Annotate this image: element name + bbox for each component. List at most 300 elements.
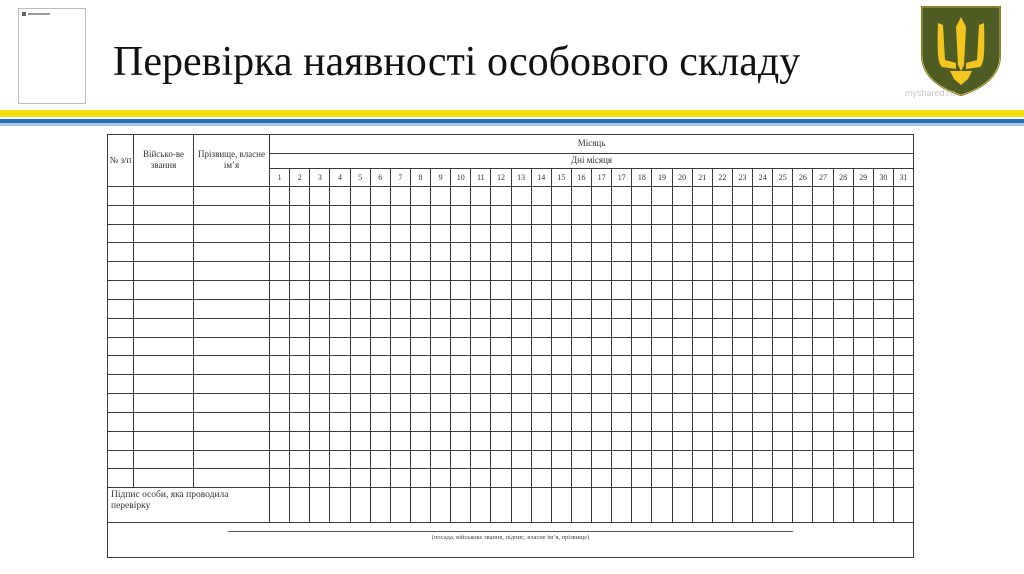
table-cell <box>793 224 813 243</box>
table-cell <box>551 375 571 394</box>
table-cell <box>813 394 833 413</box>
table-cell <box>270 431 290 450</box>
table-cell <box>571 469 591 488</box>
table-cell <box>491 262 511 281</box>
table-cell <box>290 375 310 394</box>
header-rank: Військо-ве звання <box>134 135 194 187</box>
table-cell <box>632 450 652 469</box>
table-cell <box>773 299 793 318</box>
table-cell <box>390 375 410 394</box>
table-cell <box>672 299 692 318</box>
header-number: № з/п <box>108 135 134 187</box>
table-cell <box>833 281 853 300</box>
table-cell <box>571 243 591 262</box>
table-cell <box>873 262 893 281</box>
table-cell <box>893 412 913 431</box>
table-cell <box>833 431 853 450</box>
table-cell <box>390 450 410 469</box>
light-blue-stripe <box>0 123 1024 126</box>
table-cell <box>833 299 853 318</box>
table-cell <box>511 262 531 281</box>
table-row <box>108 281 914 300</box>
table-cell <box>134 186 194 205</box>
table-cell <box>672 375 692 394</box>
table-cell <box>491 318 511 337</box>
table-cell <box>471 450 491 469</box>
table-cell <box>873 469 893 488</box>
table-cell <box>753 431 773 450</box>
table-cell <box>370 186 390 205</box>
table-cell <box>531 431 551 450</box>
table-cell <box>431 299 451 318</box>
table-cell <box>793 394 813 413</box>
table-cell <box>712 412 732 431</box>
header-days-label: Дні місяця <box>270 153 914 169</box>
table-cell <box>793 205 813 224</box>
table-cell <box>833 262 853 281</box>
signature-caption: (посада, військове звання, підпис, власне ім’я, прізвище) <box>431 533 590 541</box>
table-cell <box>592 412 612 431</box>
table-cell <box>270 318 290 337</box>
table-cell <box>451 375 471 394</box>
table-cell <box>692 186 712 205</box>
table-cell <box>491 186 511 205</box>
table-cell <box>270 337 290 356</box>
table-cell <box>652 318 672 337</box>
table-cell <box>692 394 712 413</box>
table-cell <box>592 205 612 224</box>
table-cell <box>134 243 194 262</box>
table-cell <box>893 337 913 356</box>
table-cell <box>330 281 350 300</box>
table-cell <box>491 412 511 431</box>
table-cell <box>194 299 270 318</box>
table-cell <box>793 412 813 431</box>
table-cell <box>592 243 612 262</box>
table-cell <box>194 469 270 488</box>
day-number-11: 11 <box>471 169 491 187</box>
table-cell <box>431 356 451 375</box>
table-cell <box>813 412 833 431</box>
table-cell <box>370 394 390 413</box>
table-cell <box>370 450 390 469</box>
table-cell <box>310 375 330 394</box>
table-cell <box>632 431 652 450</box>
table-cell <box>793 318 813 337</box>
table-cell <box>390 186 410 205</box>
table-cell <box>310 186 330 205</box>
table-cell <box>732 318 752 337</box>
table-cell <box>330 394 350 413</box>
table-cell <box>390 431 410 450</box>
table-cell <box>551 431 571 450</box>
signature-cell <box>612 488 632 522</box>
table-cell <box>370 262 390 281</box>
table-cell <box>390 299 410 318</box>
table-cell <box>390 281 410 300</box>
table-cell <box>290 186 310 205</box>
signature-cell <box>793 488 813 522</box>
signature-cell <box>732 488 752 522</box>
table-cell <box>511 224 531 243</box>
table-cell <box>873 243 893 262</box>
table-cell <box>531 318 551 337</box>
table-cell <box>873 337 893 356</box>
table-cell <box>652 337 672 356</box>
table-cell <box>531 186 551 205</box>
table-cell <box>410 337 430 356</box>
table-cell <box>491 394 511 413</box>
table-cell <box>471 262 491 281</box>
table-cell <box>471 394 491 413</box>
table-cell <box>194 431 270 450</box>
signature-cell <box>330 488 350 522</box>
table-cell <box>551 205 571 224</box>
table-cell <box>773 450 793 469</box>
signature-cell <box>571 488 591 522</box>
table-cell <box>753 243 773 262</box>
day-number-1: 1 <box>270 169 290 187</box>
table-cell <box>893 375 913 394</box>
table-cell <box>632 224 652 243</box>
signature-cell <box>310 488 330 522</box>
table-cell <box>350 356 370 375</box>
table-cell <box>612 394 632 413</box>
table-cell <box>712 394 732 413</box>
table-cell <box>108 394 134 413</box>
signature-cell <box>773 488 793 522</box>
signature-cell <box>813 488 833 522</box>
table-cell <box>194 412 270 431</box>
table-cell <box>712 224 732 243</box>
table-cell <box>773 224 793 243</box>
table-cell <box>732 243 752 262</box>
table-cell <box>410 412 430 431</box>
table-cell <box>350 281 370 300</box>
table-cell <box>531 243 551 262</box>
table-cell <box>632 469 652 488</box>
table-cell <box>753 262 773 281</box>
table-cell <box>893 394 913 413</box>
table-cell <box>370 431 390 450</box>
signature-cell <box>853 488 873 522</box>
table-cell <box>652 262 672 281</box>
table-cell <box>833 412 853 431</box>
table-cell <box>612 186 632 205</box>
table-cell <box>431 375 451 394</box>
table-cell <box>410 375 430 394</box>
table-cell <box>873 299 893 318</box>
table-cell <box>571 299 591 318</box>
table-cell <box>873 412 893 431</box>
table-cell <box>310 224 330 243</box>
table-cell <box>551 394 571 413</box>
table-cell <box>370 243 390 262</box>
table-cell <box>672 394 692 413</box>
table-cell <box>330 356 350 375</box>
table-cell <box>410 450 430 469</box>
table-cell <box>773 431 793 450</box>
table-cell <box>571 186 591 205</box>
table-cell <box>853 431 873 450</box>
table-cell <box>853 356 873 375</box>
table-cell <box>873 224 893 243</box>
table-cell <box>431 450 451 469</box>
table-cell <box>108 243 134 262</box>
trident-emblem-icon <box>920 5 1002 97</box>
table-cell <box>330 318 350 337</box>
table-cell <box>712 375 732 394</box>
table-cell <box>813 375 833 394</box>
table-cell <box>431 205 451 224</box>
table-cell <box>813 243 833 262</box>
table-cell <box>551 469 571 488</box>
table-cell <box>310 450 330 469</box>
day-number-21: 20 <box>672 169 692 187</box>
table-cell <box>571 224 591 243</box>
table-cell <box>108 469 134 488</box>
table-cell <box>732 186 752 205</box>
table-cell <box>672 450 692 469</box>
table-cell <box>632 337 652 356</box>
table-cell <box>813 205 833 224</box>
table-cell <box>672 356 692 375</box>
table-cell <box>712 450 732 469</box>
table-cell <box>632 205 652 224</box>
table-cell <box>793 375 813 394</box>
table-cell <box>451 450 471 469</box>
table-cell <box>310 262 330 281</box>
table-cell <box>732 299 752 318</box>
day-number-9: 9 <box>431 169 451 187</box>
table-cell <box>330 262 350 281</box>
table-cell <box>390 318 410 337</box>
table-cell <box>571 318 591 337</box>
table-cell <box>330 224 350 243</box>
table-cell <box>270 375 290 394</box>
table-cell <box>571 394 591 413</box>
signature-cell <box>451 488 471 522</box>
table-row <box>108 186 914 205</box>
table-cell <box>632 281 652 300</box>
table-cell <box>712 356 732 375</box>
table-cell <box>571 205 591 224</box>
table-cell <box>134 450 194 469</box>
table-cell <box>451 412 471 431</box>
table-cell <box>451 243 471 262</box>
table-cell <box>551 450 571 469</box>
table-cell <box>672 469 692 488</box>
table-cell <box>551 243 571 262</box>
table-cell <box>491 224 511 243</box>
signature-cell <box>592 488 612 522</box>
table-cell <box>194 243 270 262</box>
table-cell <box>571 412 591 431</box>
table-cell <box>853 205 873 224</box>
table-cell <box>893 318 913 337</box>
table-cell <box>632 299 652 318</box>
table-cell <box>833 394 853 413</box>
day-number-3: 3 <box>310 169 330 187</box>
table-cell <box>672 412 692 431</box>
table-cell <box>511 243 531 262</box>
table-cell <box>753 318 773 337</box>
table-cell <box>652 299 672 318</box>
table-cell <box>853 243 873 262</box>
table-cell <box>652 375 672 394</box>
table-cell <box>873 356 893 375</box>
table-cell <box>350 205 370 224</box>
table-cell <box>471 356 491 375</box>
table-cell <box>471 299 491 318</box>
table-cell <box>194 356 270 375</box>
table-cell <box>853 224 873 243</box>
table-cell <box>330 469 350 488</box>
table-cell <box>531 394 551 413</box>
table-cell <box>873 431 893 450</box>
table-cell <box>290 337 310 356</box>
table-cell <box>194 375 270 394</box>
table-cell <box>592 224 612 243</box>
table-cell <box>551 412 571 431</box>
table-cell <box>451 224 471 243</box>
day-number-24: 23 <box>732 169 752 187</box>
table-cell <box>431 337 451 356</box>
table-cell <box>410 318 430 337</box>
table-cell <box>134 224 194 243</box>
table-cell <box>612 337 632 356</box>
table-cell <box>773 243 793 262</box>
table-cell <box>511 375 531 394</box>
table-cell <box>350 469 370 488</box>
table-cell <box>108 318 134 337</box>
table-cell <box>592 337 612 356</box>
table-cell <box>330 450 350 469</box>
table-cell <box>390 224 410 243</box>
table-cell <box>350 412 370 431</box>
table-cell <box>370 375 390 394</box>
table-cell <box>350 318 370 337</box>
table-cell <box>773 356 793 375</box>
table-cell <box>410 186 430 205</box>
table-cell <box>491 205 511 224</box>
table-cell <box>390 262 410 281</box>
table-cell <box>310 281 330 300</box>
table-row <box>108 412 914 431</box>
table-cell <box>410 356 430 375</box>
table-cell <box>692 243 712 262</box>
table-cell <box>652 281 672 300</box>
day-number-6: 6 <box>370 169 390 187</box>
table-cell <box>290 262 310 281</box>
table-cell <box>793 186 813 205</box>
table-cell <box>893 356 913 375</box>
table-cell <box>732 375 752 394</box>
table-cell <box>632 356 652 375</box>
table-cell <box>632 375 652 394</box>
table-cell <box>592 356 612 375</box>
signature-cell <box>511 488 531 522</box>
table-cell <box>531 469 551 488</box>
table-cell <box>873 318 893 337</box>
table-cell <box>531 337 551 356</box>
header-month: Місяць <box>270 135 914 154</box>
table-cell <box>893 281 913 300</box>
table-cell <box>134 318 194 337</box>
table-cell <box>290 318 310 337</box>
table-cell <box>270 412 290 431</box>
table-cell <box>108 337 134 356</box>
table-cell <box>491 243 511 262</box>
table-cell <box>330 431 350 450</box>
table-cell <box>632 243 652 262</box>
table-row <box>108 337 914 356</box>
table-cell <box>893 243 913 262</box>
table-cell <box>310 431 330 450</box>
table-cell <box>431 262 451 281</box>
table-cell <box>592 262 612 281</box>
day-number-13: 13 <box>511 169 531 187</box>
signature-row <box>108 488 914 522</box>
table-cell <box>194 450 270 469</box>
table-cell <box>571 281 591 300</box>
table-cell <box>270 186 290 205</box>
table-cell <box>592 394 612 413</box>
table-cell <box>531 356 551 375</box>
table-cell <box>310 299 330 318</box>
table-cell <box>672 318 692 337</box>
table-cell <box>410 469 430 488</box>
table-cell <box>108 412 134 431</box>
day-number-10: 10 <box>451 169 471 187</box>
table-cell <box>471 281 491 300</box>
signature-caption-cell <box>108 522 914 557</box>
table-cell <box>471 337 491 356</box>
table-cell <box>194 205 270 224</box>
table-cell <box>194 394 270 413</box>
table-cell <box>390 394 410 413</box>
table-cell <box>793 243 813 262</box>
table-cell <box>270 281 290 300</box>
table-cell <box>773 337 793 356</box>
table-cell <box>350 375 370 394</box>
table-cell <box>592 450 612 469</box>
day-number-16: 16 <box>571 169 591 187</box>
table-cell <box>370 224 390 243</box>
table-row <box>108 299 914 318</box>
signature-cell <box>350 488 370 522</box>
table-cell <box>893 431 913 450</box>
table-cell <box>108 431 134 450</box>
table-cell <box>672 224 692 243</box>
table-cell <box>712 337 732 356</box>
table-cell <box>350 431 370 450</box>
table-cell <box>652 450 672 469</box>
roll-call-form <box>107 134 913 558</box>
table-cell <box>290 356 310 375</box>
table-cell <box>270 450 290 469</box>
table-cell <box>531 450 551 469</box>
table-cell <box>270 394 290 413</box>
table-cell <box>612 205 632 224</box>
table-cell <box>612 281 632 300</box>
table-cell <box>612 450 632 469</box>
table-cell <box>672 281 692 300</box>
yellow-stripe <box>0 110 1024 117</box>
table-cell <box>431 318 451 337</box>
signature-cell <box>270 488 290 522</box>
table-cell <box>592 431 612 450</box>
